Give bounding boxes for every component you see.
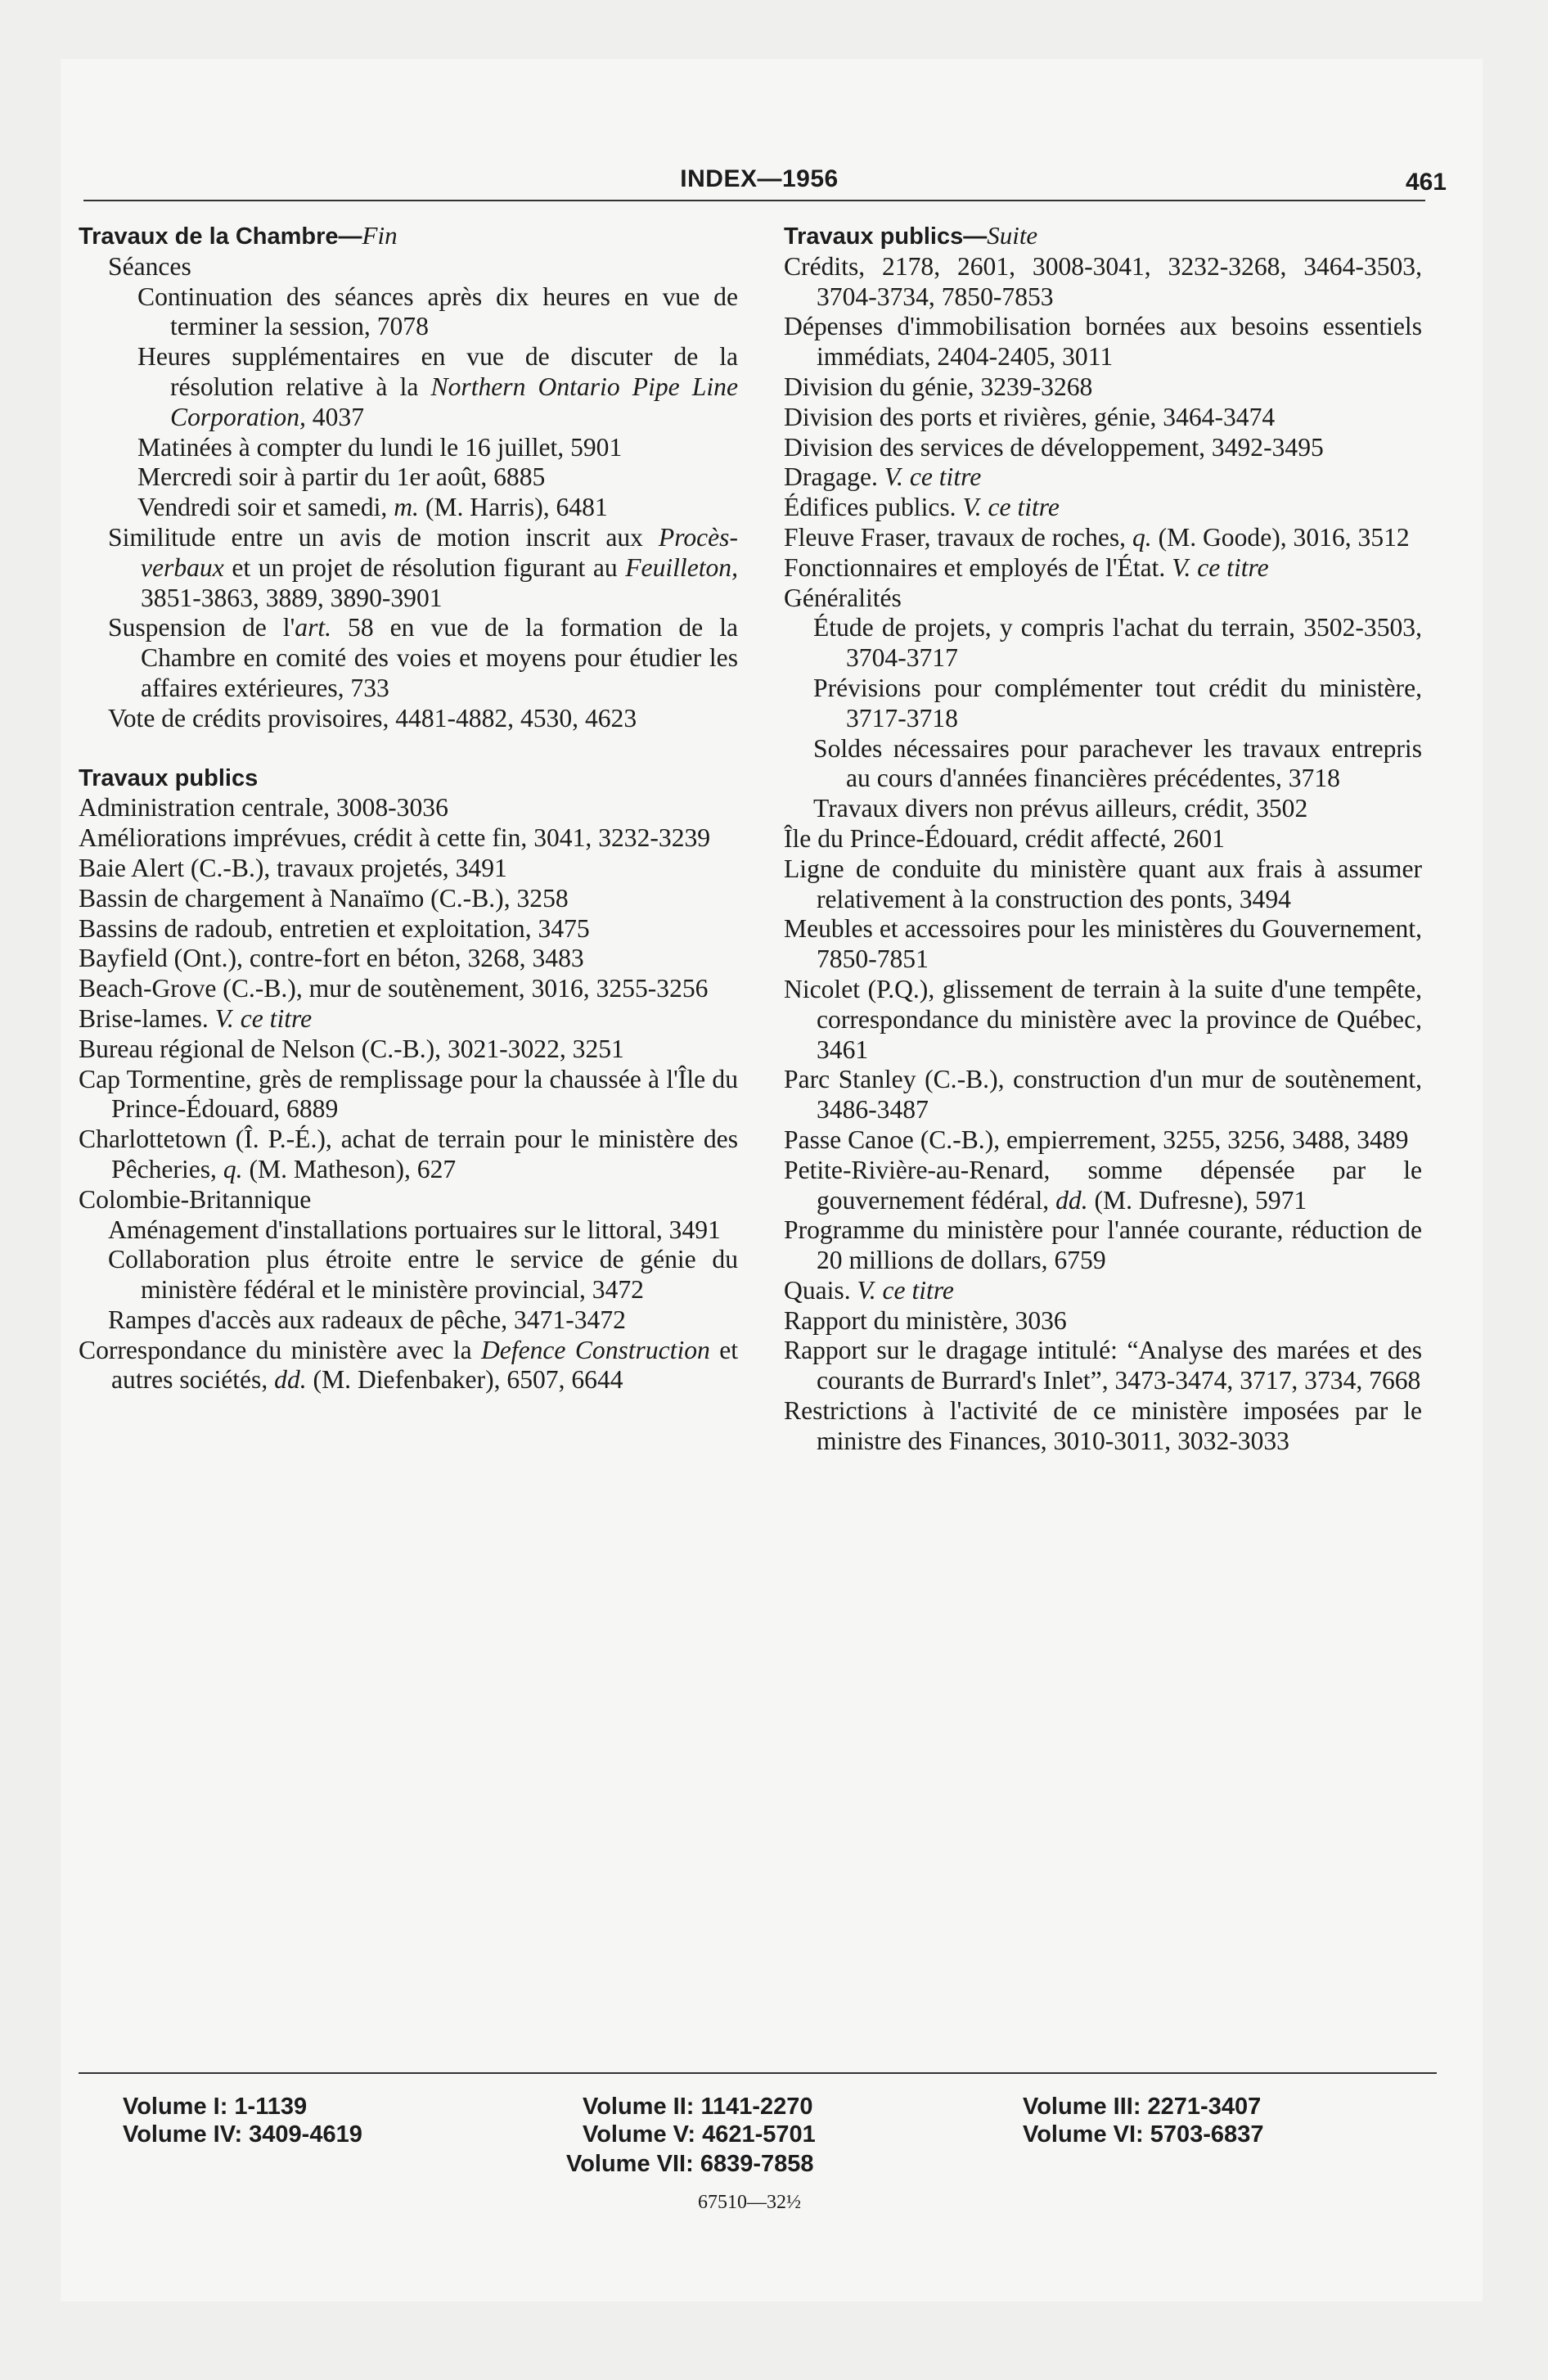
index-entry	[784, 523, 1422, 553]
heading-continuation: Fin	[362, 221, 398, 250]
entry-text: (M. Goode), 3016, 3512	[1151, 522, 1410, 552]
index-subentry	[79, 613, 738, 703]
entry-italic-text: Northern Ontario Pipe Line Corporation,	[170, 372, 739, 431]
entry-text: et autres sociétés,	[111, 1335, 738, 1395]
index-entry	[784, 553, 1422, 584]
index-subentry: Séances	[108, 251, 191, 281]
page-number: 461	[1405, 169, 1447, 196]
entry-text: et un projet de résolution figurant au	[223, 552, 626, 582]
entry-italic-text: q.	[1132, 522, 1152, 552]
entry-text: Similitude entre un avis de motion inscrit aux	[108, 522, 659, 552]
entry-italic-text: V. ce titre	[884, 462, 982, 492]
index-entry: Rapport sur le dragage intitulé: “Analyse des marées et des courants de Burrard's Inlet”, 3473-3474, 3717, 3734, 7668	[784, 1336, 1422, 1395]
index-entry: Améliorations imprévues, crédit à cette fin, 3041, 3232-3239	[79, 823, 711, 853]
index-entry	[79, 1004, 738, 1034]
entry-text: Charlottetown (Î. P.-É.), achat de terrain pour le ministère des Pêcheries,	[79, 1125, 738, 1183]
print-code: 67510—32½	[698, 2192, 801, 2213]
index-entry: Division du génie, 3239-3268	[784, 372, 1093, 401]
heading-text: Travaux de la Chambre	[79, 223, 339, 250]
entry-text: 58 en vue de la formation de la Chambre en comité des voies et moyens pour étudier les affaires extérieures, 733	[141, 613, 738, 702]
index-subentry: Matinées à compter du lundi le 16 juillet, 5901	[137, 432, 623, 462]
entry-italic-text: dd.	[274, 1365, 307, 1395]
entry-italic-text: V. ce titre	[962, 493, 1060, 522]
index-entry: Programme du ministère pour l'année courante, réduction de 20 millions de dollars, 6759	[784, 1215, 1422, 1275]
entry-text: Dragage.	[784, 462, 884, 492]
index-entry: Ligne de conduite du ministère quant aux frais à assumer relativement à la construction des ponts, 3494	[784, 854, 1422, 913]
index-entry	[79, 1125, 738, 1185]
entry-italic-text: V. ce titre	[214, 1003, 313, 1033]
volume-label: Volume VI: 5703-6837	[1023, 2121, 1264, 2148]
heading-continuation: Suite	[987, 221, 1038, 250]
index-subentry: Soldes nécessaires pour parachever les travaux entrepris au cours d'années financières précédentes, 3718	[813, 733, 1422, 793]
index-entry: Bassins de radoub, entretien et exploitation, 3475	[79, 913, 590, 943]
entry-text: Brise-lames.	[79, 1003, 215, 1033]
index-subentry: Vote de crédits provisoires, 4481-4882, 4530, 4623	[108, 703, 637, 732]
entry-italic-text: art.	[295, 613, 332, 642]
entry-text: 3851-3863, 3889, 3890-3901	[141, 583, 443, 612]
entry-italic-text: Defence Construction	[480, 1335, 710, 1364]
index-entry	[784, 1276, 1422, 1306]
index-entry: Bureau régional de Nelson (C.-B.), 3021-3022, 3251	[79, 1034, 624, 1063]
volume-label: Volume I: 1-1139	[123, 2094, 308, 2120]
index-column-right	[784, 221, 1422, 1457]
index-subentry	[79, 342, 738, 432]
index-entry: Parc Stanley (C.-B.), construction d'un mur de soutènement, 3486-3487	[784, 1065, 1422, 1125]
index-subentry: Mercredi soir à partir du 1er août, 6885	[137, 462, 546, 492]
entry-italic-text: V. ce titre	[857, 1275, 954, 1305]
heading-text: Travaux publics	[79, 764, 259, 791]
index-entry: Bayfield (Ont.), contre-fort en béton, 3268, 3483	[79, 944, 584, 973]
index-entry: Restrictions à l'activité de ce ministère imposées par le ministre des Finances, 3010-3011, 3032-3033	[784, 1396, 1422, 1455]
index-subentry: Continuation des séances après dix heures en vue de terminer la session, 7078	[137, 282, 738, 341]
index-entry: Généralités	[784, 583, 902, 612]
running-title: INDEX—1956	[680, 165, 839, 192]
entry-text: Correspondance du ministère avec la	[79, 1335, 481, 1364]
entry-italic-text: q.	[223, 1154, 243, 1183]
index-entry: Crédits, 2178, 2601, 3008-3041, 3232-3268, 3464-3503, 3704-3734, 7850-7853	[784, 251, 1422, 311]
section-heading: Travaux de la Chambre—Fin	[79, 221, 398, 250]
index-entry: Baie Alert (C.-B.), travaux projetés, 3491	[79, 853, 507, 882]
index-entry	[79, 1336, 738, 1396]
heading-text: Travaux publics	[784, 223, 964, 250]
entry-text: 4037	[305, 402, 364, 431]
index-subentry: Rampes d'accès aux radeaux de pêche, 3471-3472	[108, 1305, 626, 1334]
volume-label: Volume IV: 3409-4619	[123, 2121, 362, 2148]
index-entry: Nicolet (P.Q.), glissement de terrain à la suite d'une tempête, correspondance du ministère avec la province de Québec, 3461	[784, 974, 1422, 1064]
section-heading: Travaux publics—Suite	[784, 221, 1038, 250]
entry-italic-text: Procès-verbaux	[141, 522, 738, 582]
index-subentry: Aménagement d'installations portuaires sur le littoral, 3491	[108, 1215, 721, 1244]
entry-italic-text: m.	[394, 493, 419, 522]
index-entry: Dépenses d'immobilisation bornées aux besoins essentiels immédiats, 2404-2405, 3011	[784, 312, 1422, 372]
index-subentry	[79, 493, 738, 523]
header-rule	[83, 200, 1425, 201]
index-entry: Cap Tormentine, grès de remplissage pour la chaussée à l'Île du Prince-Édouard, 6889	[79, 1064, 738, 1124]
index-entry: Meubles et accessoires pour les ministères du Gouvernement, 7850-7851	[784, 914, 1422, 974]
entry-text: Suspension de l'	[108, 613, 295, 642]
entry-italic-text: Feuilleton,	[625, 552, 738, 582]
section-heading	[79, 764, 738, 794]
entry-text: Vendredi soir et samedi,	[137, 493, 394, 522]
entry-text: Petite-Rivière-au-Renard, somme dépensée par le gouvernement fédéral,	[784, 1155, 1422, 1215]
footer-rule	[79, 2072, 1437, 2074]
index-column-left	[79, 221, 738, 1395]
volume-label: Volume V: 4621-5701	[583, 2121, 816, 2148]
index-entry: Bassin de chargement à Nanaïmo (C.-B.), 3258	[79, 883, 569, 913]
index-entry: Passe Canoe (C.-B.), empierrement, 3255, 3256, 3488, 3489	[784, 1125, 1409, 1154]
volume-label: Volume II: 1141-2270	[583, 2094, 813, 2120]
entry-text: (M. Matheson), 627	[242, 1154, 457, 1183]
entry-text: Fonctionnaires et employés de l'État.	[784, 552, 1172, 582]
index-entry	[784, 493, 1422, 523]
volume-label: Volume VII: 6839-7858	[566, 2151, 814, 2177]
index-subentry	[79, 523, 738, 613]
entry-text: (M. Diefenbaker), 6507, 6644	[306, 1365, 623, 1395]
index-subentry: Étude de projets, y compris l'achat du terrain, 3502-3503, 3704-3717	[813, 613, 1422, 673]
index-entry: Île du Prince-Édouard, crédit affecté, 2601	[784, 823, 1225, 853]
index-entry	[784, 1156, 1422, 1216]
entry-text: (M. Dufresne), 5971	[1087, 1185, 1307, 1215]
index-entry: Division des services de développement, 3492-3495	[784, 432, 1324, 462]
index-entry	[784, 462, 1422, 493]
index-entry: Beach-Grove (C.-B.), mur de soutènement, 3016, 3255-3256	[79, 974, 709, 1003]
index-subentry: Prévisions pour complémenter tout crédit du ministère, 3717-3718	[813, 673, 1422, 732]
entry-text: Édifices publics.	[784, 493, 963, 522]
entry-italic-text: dd.	[1055, 1185, 1088, 1215]
entry-text: (M. Harris), 6481	[418, 493, 608, 522]
volume-label: Volume III: 2271-3407	[1023, 2094, 1262, 2120]
entry-text: Heures supplémentaires en vue de discuter de la résolution relative à la	[137, 342, 738, 401]
index-entry: Division des ports et rivières, génie, 3464-3474	[784, 402, 1276, 431]
index-subentry: Travaux divers non prévus ailleurs, crédit, 3502	[813, 794, 1308, 823]
index-entry: Rapport du ministère, 3036	[784, 1305, 1067, 1335]
index-entry: Colombie-Britannique	[79, 1184, 312, 1214]
index-entry: Administration centrale, 3008-3036	[79, 793, 448, 823]
index-subentry: Collaboration plus étroite entre le service de génie du ministère fédéral et le ministère provincial, 3472	[108, 1245, 738, 1305]
entry-italic-text: V. ce titre	[1172, 552, 1269, 582]
entry-text: Quais.	[784, 1275, 857, 1305]
entry-text: Fleuve Fraser, travaux de roches,	[784, 522, 1132, 552]
